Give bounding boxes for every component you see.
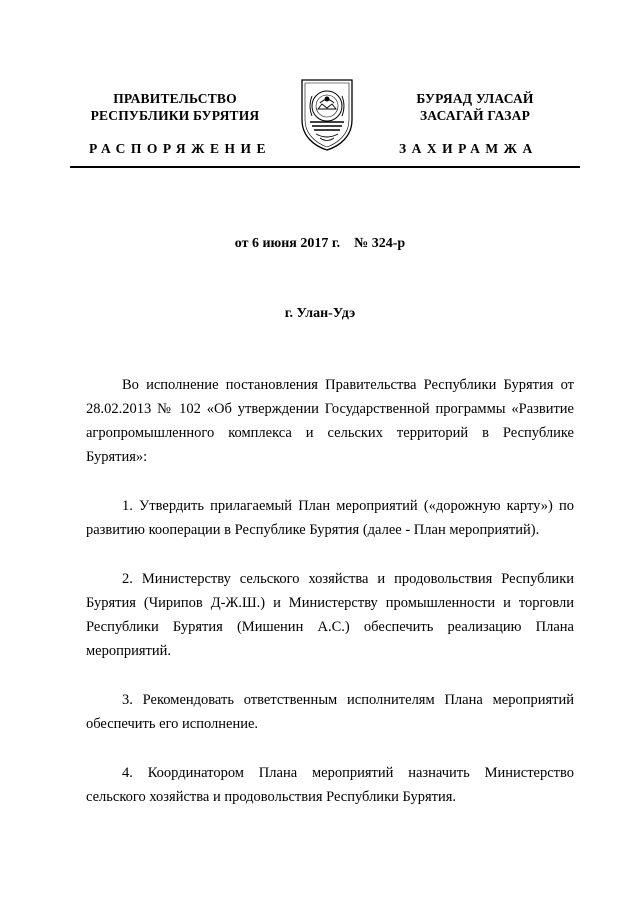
document-kind-ru: РАСПОРЯЖЕНИЕ xyxy=(89,141,272,156)
government-name-bua xyxy=(380,90,570,124)
document-number: № 324-р xyxy=(354,236,406,251)
document-date-line xyxy=(0,236,640,252)
government-name-bua-line1: БУРЯАД УЛАСАЙ xyxy=(416,91,534,106)
paragraph-preamble: Во исполнение постановления Правительства Республики Бурятия от 28.02.2013 № 102 «Об утверждении Государственной программы «Развитие агропромышленного комплекса и сельских территорий в Республике Бурятия»: xyxy=(86,377,574,465)
document-city: г. Улан-Удэ xyxy=(284,306,356,321)
paragraph-item-1: 1. Утвердить прилагаемый План мероприятий («дорожную карту») по развитию кооперации в Республике Бурятия (далее - План мероприятий). xyxy=(86,498,574,538)
document-body xyxy=(86,373,574,834)
buryatia-coat-of-arms-icon xyxy=(298,76,356,152)
government-name-bua-line2: ЗАСАГАЙ ГАЗАР xyxy=(419,108,531,123)
government-name-ru-line1: ПРАВИТЕЛЬСТВО xyxy=(113,91,237,106)
paragraph-item-2: 2. Министерству сельского хозяйства и продовольствия Республики Бурятия (Чирипов Д-Ж.Ш.) и Министерству промышленности и торговли Республики Бурятия (Мишенин А.С.) обеспечить реализацию Плана мероприятий. xyxy=(86,571,574,659)
paragraph-item-4: 4. Координатором Плана мероприятий назначить Министерство сельского хозяйства и продовольствия Республики Бурятия. xyxy=(86,765,574,805)
document-kind-bua: ЗАХИРАМЖА xyxy=(399,141,538,156)
government-name-ru-line2: РЕСПУБЛИКИ БУРЯТИЯ xyxy=(90,108,260,123)
document-date: от 6 июня 2017 г. xyxy=(234,236,341,251)
government-name-ru xyxy=(70,90,280,124)
header-divider xyxy=(70,166,580,168)
paragraph-item-3: 3. Рекомендовать ответственным исполнителям Плана мероприятий обеспечить его исполнение. xyxy=(86,692,574,732)
